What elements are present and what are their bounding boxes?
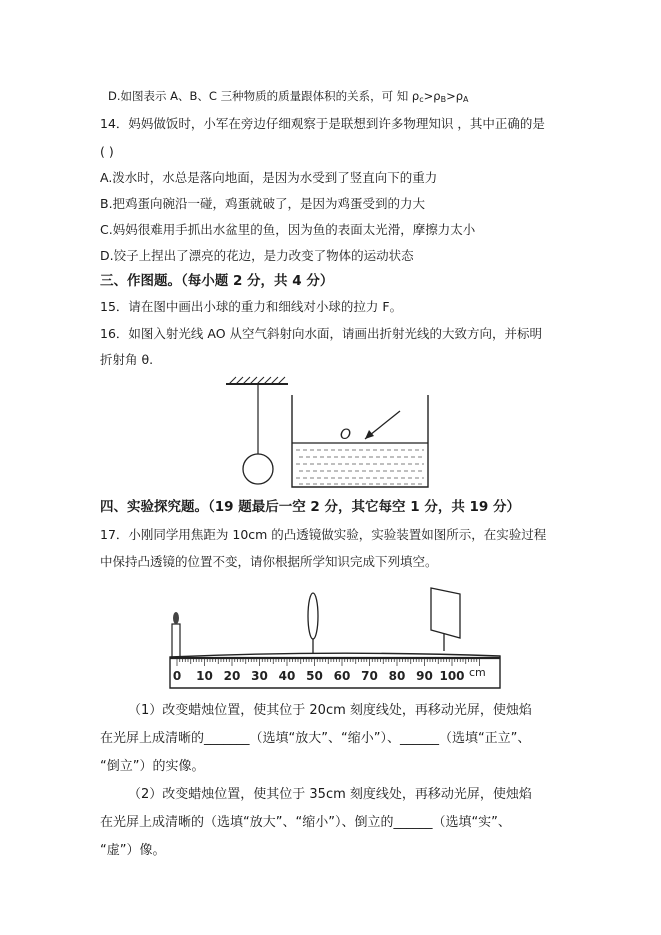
q17-p1-line-3: “倒立”）的实像。 <box>100 759 205 774</box>
q15-text: 15．请在图中画出小球的重力和细线对小球的拉力 F。 <box>100 299 403 314</box>
ruler-label: 0 <box>172 669 182 683</box>
ruler-label: 50 <box>306 669 323 683</box>
ruler-label: 80 <box>388 669 406 683</box>
point-o-label: O <box>340 427 352 443</box>
optical-bench-figure <box>0 578 661 693</box>
q17-line-2: 中保持凸透镜的位置不变，请你根据所学知识完成下列填空。 <box>100 554 438 569</box>
q17-p1-line-1: （1）改变蜡烛位置，使其位于 20cm 刻度线处，再移动光屏，使烛焰 <box>128 703 532 718</box>
water-container <box>292 395 428 487</box>
q17-line-1: 17．小刚同学用焦距为 10cm 的凸透镜做实验，实验装置如图所示，在实验过程 <box>100 527 547 542</box>
ruler-label: 70 <box>361 669 378 683</box>
density-gt-1: >ρ <box>423 89 441 103</box>
ruler-label: 100 <box>439 669 465 683</box>
ruler-unit: cm <box>469 666 486 679</box>
q15-q16-figure <box>0 375 661 495</box>
q17-p1-line-2: 在光屏上成清晰的_______（选填“放大”、“缩小”）、______（选填“正立”、 <box>100 731 531 746</box>
density-sub-b: B <box>440 95 447 104</box>
q13-option-d-text: D.如图表示 A、B、C 三种物质的质量跟体积的关系，可 知 ρ <box>108 89 420 103</box>
q16-line-2: 折射角 θ. <box>100 352 154 367</box>
q14-stem: 14．妈妈做饭时，小军在旁边仔细观察于是联想到许多物理知识 ，其中正确的是 <box>100 116 545 131</box>
q16-line-1: 16．如图入射光线 AO 从空气斜射向水面，请画出折射光线的大致方向，并标明 <box>100 326 543 341</box>
light-screen <box>431 588 460 651</box>
density-gt-2: >ρ <box>446 89 463 103</box>
pendulum-ball <box>243 454 273 484</box>
section-3-heading: 三、作图题。（每小题 2 分，共 4 分） <box>100 273 334 289</box>
ruler-label: 40 <box>278 669 296 683</box>
q14-option-c: C.妈妈很难用手抓出水盆里的鱼，因为鱼的表面太光滑，摩擦力太小 <box>100 222 476 237</box>
incident-ray-arrow <box>365 430 374 439</box>
q17-p2-line-2: 在光屏上成清晰的（选填“放大”、“缩小”）、倒立的______（选填“实”、 <box>100 815 511 830</box>
ruler-label: 90 <box>416 669 433 683</box>
ruler-label: 20 <box>223 669 241 683</box>
q14-option-d: D.饺子上捏出了漂亮的花边，是力改变了物体的运动状态 <box>100 248 414 263</box>
q13-option-d <box>108 88 468 108</box>
q14-paren: ( ) <box>100 144 114 159</box>
q17-p2-line-3: “虚”）像。 <box>100 843 166 858</box>
q14-option-b: B.把鸡蛋向碗沿一碰，鸡蛋就破了，是因为鸡蛋受到的力大 <box>100 196 426 211</box>
ruler-label: 30 <box>251 669 268 683</box>
section-4-heading: 四、实验探究题。（19 题最后一空 2 分，其它每空 1 分，共 19 分） <box>100 499 521 515</box>
ruler-label: 10 <box>196 669 213 683</box>
q17-p2-line-1: （2）改变蜡烛位置，使其位于 35cm 刻度线处，再移动光屏，使烛焰 <box>128 787 532 802</box>
density-sub-a: A <box>463 95 469 104</box>
ruler-label: 60 <box>333 669 351 683</box>
q14-option-a: A.泼水时，水总是落向地面，是因为水受到了竖直向下的重力 <box>100 170 438 185</box>
ceiling-support <box>226 377 288 384</box>
density-sub-c: c <box>419 95 424 104</box>
convex-lens <box>308 593 318 654</box>
